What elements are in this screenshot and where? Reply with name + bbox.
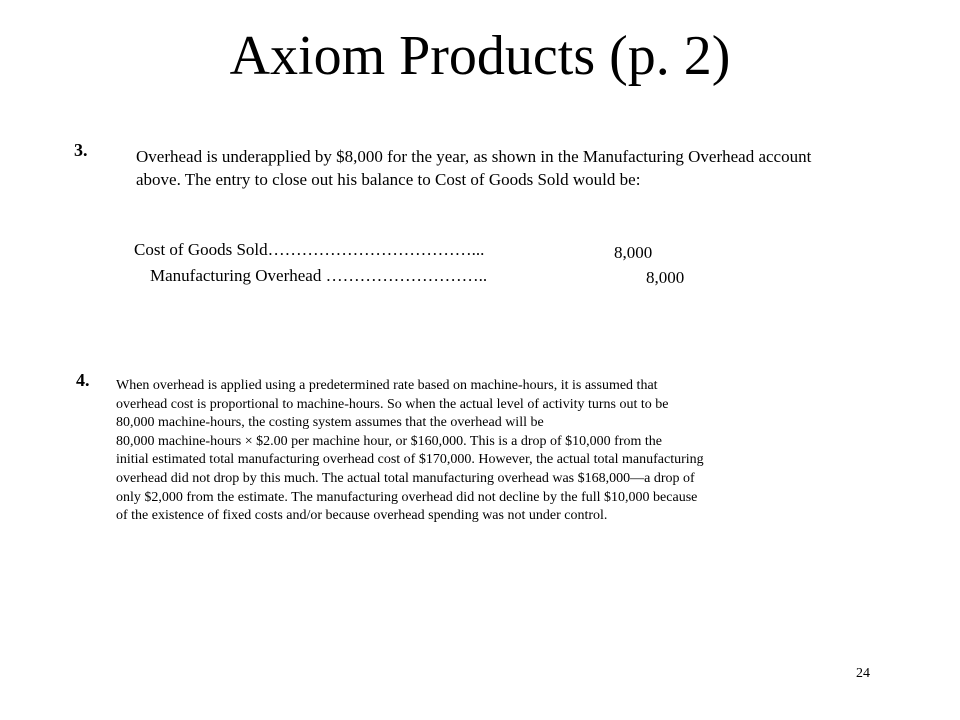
section-4-line: 80,000 machine-hours × $2.00 per machine hour, or $160,000. This is a drop of $10,000 from the [116,433,662,449]
journal-debit-amount: 8,000 [614,243,653,262]
page-number: 24 [856,666,870,681]
journal-credit-amount: 8,000 [646,268,685,287]
section-4-line: overhead cost is proportional to machine-hours. So when the actual level of activity turns out to be [116,396,669,412]
section-4-number: 4. [76,370,90,390]
section-4-line: only $2,000 from the estimate. The manufacturing overhead did not decline by the full $10,000 because [116,489,698,505]
section-4-line: of the existence of fixed costs and/or because overhead spending was not under control. [116,508,608,524]
section-4-text [116,377,906,526]
section-4-line: initial estimated total manufacturing overhead cost of $170,000. However, the actual total manufacturing [116,452,704,468]
journal-credit-line: Manufacturing Overhead ……………………….. [150,266,488,285]
section-3-text: Overhead is underapplied by $8,000 for the year, as shown in the Manufacturing Overhead account above. The entry to close out his balance to Cost of Goods Sold would be: [136,147,812,189]
section-4-line: 80,000 machine-hours, the costing system assumes that the overhead will be [116,415,544,431]
slide-title: Axiom Products (p. 2) [229,25,731,87]
journal-debit-line: Cost of Goods Sold………………………………... [134,240,485,259]
section-3-number: 3. [74,140,88,160]
section-4-line: When overhead is applied using a predetermined rate based on machine-hours, it is assumed that [116,378,658,393]
section-4-line: overhead did not drop by this much. The actual total manufacturing overhead was $168,000—a drop of [116,470,695,486]
